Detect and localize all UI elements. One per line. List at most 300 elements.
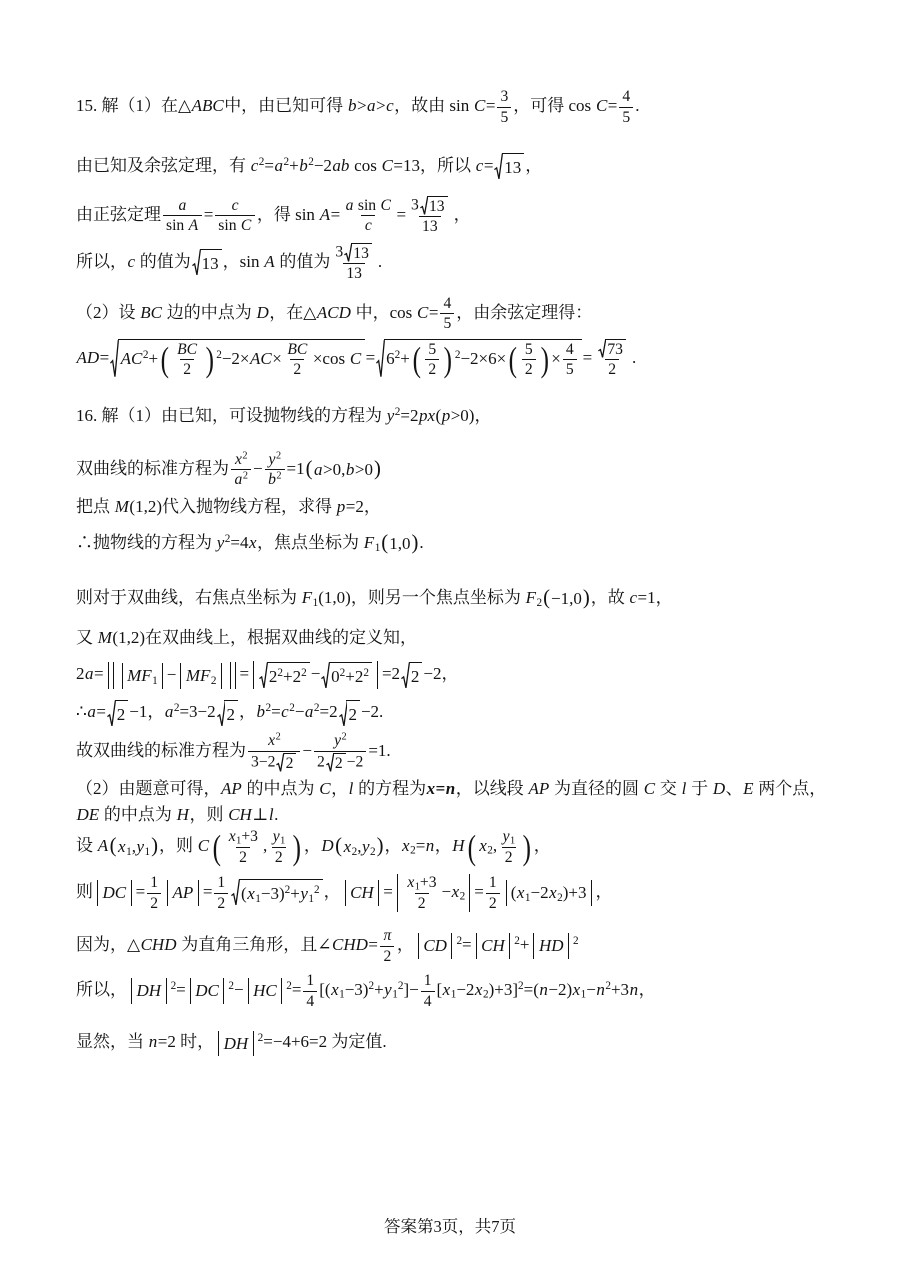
m-sub: 1 — [414, 881, 420, 893]
m-sup: 2 — [573, 934, 579, 947]
m-var: H — [452, 836, 465, 856]
abs-bar — [190, 978, 191, 1004]
m-sup: 2 — [284, 884, 291, 897]
math-abs-group — [394, 874, 473, 912]
m-grpc — [184, 663, 217, 689]
math-sqrt — [259, 662, 310, 690]
solution-line-19: 因为，△CHD 为直角三角形，且∠CHD= $\frac{\pi}{2}$ ， CD $^2$= CH $^2$+ HD $^2$ — [76, 927, 579, 965]
m-var: c — [386, 95, 394, 115]
math-abs-group — [164, 880, 202, 906]
math-sqrt — [326, 753, 346, 773]
math-fraction — [214, 874, 228, 912]
m-sup: 2 — [394, 348, 401, 361]
math-sqrt — [217, 700, 238, 728]
m-var: CD — [423, 936, 447, 956]
m-var: y — [268, 450, 276, 468]
math-paren-group — [466, 828, 533, 866]
open-paren: ( — [160, 340, 170, 380]
m-var: DC — [195, 981, 219, 1001]
m-grpc: −1,0 — [550, 589, 582, 609]
math-abs-group — [177, 663, 224, 689]
solution-line-10: ∴抛物线的方程为 $y^2=4x$，焦点坐标为 $F_1$ ( 1,0 ) . — [76, 530, 834, 557]
math-fraction — [231, 451, 251, 489]
m-grpc — [519, 341, 539, 379]
m-var: DH — [223, 1033, 249, 1053]
m-sub: 1 — [524, 892, 531, 905]
m-grpc: $\frac{x_1+3}{2}$ $-x_2$ — [401, 874, 466, 912]
m-var: π — [383, 927, 392, 945]
m-grpc: $(x_1-2x_2)+3$ — [510, 883, 587, 905]
m-radicand: 13 — [200, 249, 222, 277]
solution-line-14: ∴a= 2 −1，$a^2=3-2$ 2 ，$b^2=c^2-a^2=2$ 2 −2. — [76, 699, 834, 727]
open-paren: ( — [508, 340, 518, 380]
m-sub: 2 — [557, 892, 563, 905]
abs-bar — [122, 663, 123, 689]
m-num — [265, 732, 284, 751]
m-var: C — [643, 779, 656, 799]
abs-bar — [451, 933, 452, 959]
m-var: x — [343, 837, 352, 857]
m-var: x — [474, 980, 483, 1000]
math-abs-group — [215, 1031, 257, 1057]
m-var: b — [268, 471, 276, 489]
m-var: A — [188, 217, 199, 235]
math-fraction — [265, 451, 285, 489]
m-var: l — [681, 779, 687, 799]
m-sup: 2 — [283, 155, 290, 168]
math-sqrt — [339, 700, 360, 728]
abs-bar — [509, 933, 510, 959]
m-radicand: 73 — [605, 339, 626, 359]
math-sqrt — [231, 879, 322, 907]
m-var: CH — [481, 936, 505, 956]
m-den: 2 — [180, 359, 194, 379]
m-sup: 2 — [394, 405, 401, 418]
m-var: a — [345, 196, 354, 214]
m-radicand: 2 — [115, 700, 129, 728]
m-var: y — [384, 980, 392, 1000]
m-var: px — [419, 406, 436, 425]
m-var: A — [97, 836, 109, 856]
m-num — [175, 197, 190, 216]
m-var: n — [596, 980, 605, 1000]
math-fraction — [425, 341, 439, 379]
m-sub: 2 — [487, 844, 493, 857]
m-den: 2 — [214, 893, 228, 913]
math-fraction — [522, 341, 536, 379]
solution-line-4: 所以，c 的值为 13 ，sin A 的值为 3 13 13 . — [76, 243, 383, 283]
close-paren: ) — [582, 587, 590, 610]
m-var: c — [629, 587, 638, 607]
m-den: 2 — [415, 893, 429, 913]
m-var: C — [380, 196, 391, 214]
m-var: y — [334, 732, 342, 750]
m-grpc — [422, 341, 442, 379]
m-num — [269, 828, 288, 847]
m-radicand: 2 — [224, 700, 238, 728]
m-var: n — [445, 779, 456, 799]
m-den: 13 — [343, 263, 365, 283]
math-fraction — [225, 828, 261, 866]
abs-bar — [253, 1031, 254, 1057]
m-grpc — [480, 933, 507, 959]
m-sub: 1 — [152, 675, 158, 688]
m-den — [231, 469, 251, 489]
solution-line-2: 由已知及余弦定理，有 $c^2=a^2+b^2-2ab$ cos C=13，所以 c= 13 ， — [76, 153, 834, 181]
m-var: x — [516, 883, 525, 903]
m-var: x — [442, 980, 451, 1000]
solution-line-6: AD= $AC^2+$ ( $\frac{BC}{2}$ ) $^2$−2×AC× $\frac{BC}{2}$ ×cos C = $6^2+$ ( $\frac{5}{2}$ ) $^2$−2×6× ( $\frac{5}{2}$ ) × $\frac{4}{5}$ = $\frac{73}{2}$ . — [76, 340, 637, 380]
m-grpc — [101, 880, 128, 906]
solution-line-5: （2）设 BC 边的中点为 D，在△ACD 中，cos C= $\frac{4}{5}$ ，由余弦定理得： — [76, 294, 593, 333]
m-var: n — [539, 980, 548, 1000]
solution-line-13: 2a= $MF_1$ − $MF_2$ = $2^2+2^2$ − $0^2+2^2$ =2 2 −2， — [76, 661, 834, 689]
m-radicand: 2 — [333, 753, 346, 773]
math-paren-group — [507, 341, 550, 379]
m-var: a — [367, 95, 376, 115]
m-sup: 2 — [339, 666, 346, 679]
solution-line-17: 设 A ( $x_1,y_1$ ) ，则 C ( $\frac{x_1+3}{2}$ , $\frac{y_1}{2}$ ) ，D ( $x_2,y_2$ ) ，$x_2=n$，H ( $x_2$, $\frac{y_1}{2}$ ) ， — [76, 827, 551, 867]
m-den: 2 — [486, 893, 500, 913]
m-sup: 2 — [313, 884, 320, 897]
math-abs-group — [503, 880, 595, 906]
math-fraction — [440, 295, 454, 333]
m-var: DC — [102, 883, 127, 903]
m-var: a — [314, 459, 323, 479]
m-var: C — [474, 95, 486, 115]
abs-bar — [162, 663, 163, 689]
m-num: $x_1+3$ — [228, 828, 258, 847]
math-paren-group — [543, 586, 590, 612]
m-sub: 2 — [210, 675, 217, 688]
norm-bar — [230, 662, 236, 689]
math-fraction — [404, 874, 440, 912]
m-var: y — [502, 828, 510, 846]
m-radicand: $(x_1-3)^2+y_1^2$ — [239, 879, 323, 907]
m-sup: 2 — [142, 348, 149, 361]
m-num: a sin C — [345, 196, 391, 214]
page-footer — [0, 1213, 900, 1237]
m-num: 4 — [622, 88, 631, 105]
m-var: b — [345, 459, 355, 479]
m-num — [331, 732, 350, 751]
m-num — [231, 451, 250, 470]
abs-bar — [345, 880, 346, 906]
abs-bar — [476, 933, 477, 959]
m-var: C — [349, 348, 362, 368]
close-paren: ) — [522, 827, 532, 867]
close-paren: ) — [292, 827, 302, 867]
math-abs-group — [128, 978, 170, 1004]
m-var: b — [256, 702, 265, 722]
m-num — [174, 341, 201, 360]
m-var: DE — [76, 804, 100, 824]
m-num: $x_1+3$ — [407, 874, 437, 893]
m-var: y — [361, 837, 370, 857]
abs-bar — [253, 661, 254, 689]
m-var: BC — [287, 340, 308, 358]
m-var: C — [319, 779, 331, 799]
math-paren-group — [159, 341, 215, 379]
m-var: n — [148, 1032, 158, 1052]
abs-bar — [97, 880, 98, 906]
solution-text — [76, 88, 834, 1056]
math-norm-group — [105, 662, 239, 689]
m-var: CH — [350, 883, 374, 903]
math-fraction — [314, 732, 366, 772]
m-grpc — [126, 663, 159, 689]
m-var: F — [363, 533, 375, 553]
m-var: x — [268, 732, 276, 750]
m-var: A — [264, 251, 275, 271]
abs-bar — [506, 880, 507, 906]
m-num: 5 — [524, 340, 533, 358]
norm-bar — [108, 662, 114, 689]
solution-line-12: 又 M(1,2)在双曲线上，根据双曲线的定义知， — [76, 627, 417, 647]
m-sup: 2 — [216, 348, 222, 361]
m-den: 2 2 −2 — [314, 751, 366, 773]
math-sqrt — [376, 339, 581, 379]
solution-line-21: 显然，当 n=2 时， DH $^2$=−4+6=2 为定值. — [76, 1029, 834, 1056]
m-num: 3 13 — [408, 196, 452, 217]
math-fraction — [215, 197, 255, 235]
m-radicand: 2 — [284, 753, 297, 773]
m-sup: 2 — [341, 731, 347, 743]
m-sub: 1 — [339, 988, 345, 1001]
m-sup: 2 — [242, 449, 248, 461]
m-sub: 1 — [280, 835, 286, 847]
m-sub: 1 — [450, 988, 457, 1001]
m-sub: 1 — [510, 835, 516, 847]
m-grpc — [222, 1031, 250, 1057]
abs-bar — [218, 1031, 219, 1057]
m-var: a — [85, 664, 94, 684]
m-var: C — [381, 156, 393, 176]
m-var: AP — [172, 883, 194, 903]
m-var: D — [712, 779, 726, 799]
m-sup: 2 — [275, 449, 282, 461]
m-sup: 2 — [454, 348, 461, 361]
m-var: x — [549, 883, 557, 903]
m-radicand: $0^2+2^2$ — [329, 662, 372, 690]
math-fraction — [284, 341, 311, 379]
m-var: a — [274, 156, 283, 176]
m-sup: 2 — [518, 979, 524, 992]
m-var: x — [572, 980, 581, 1000]
m-var: E — [743, 779, 754, 799]
m-var: y — [136, 837, 144, 857]
open-paren: ( — [467, 827, 477, 867]
m-var: C — [417, 302, 429, 322]
m-sub: 1 — [580, 988, 587, 1001]
math-fraction — [594, 339, 630, 379]
m-var: c — [364, 217, 372, 235]
m-var: c — [127, 251, 136, 271]
m-den: 3−2 2 — [248, 751, 300, 773]
m-den: 2 — [147, 893, 161, 913]
abs-bar — [131, 880, 132, 906]
m-sup: 2 — [170, 979, 177, 992]
m-sub: 2 — [370, 846, 376, 859]
m-var: F — [525, 587, 536, 607]
m-sub: 2 — [482, 988, 489, 1001]
m-den: 2 — [380, 946, 394, 966]
m-sub: 1 — [392, 988, 398, 1001]
open-paren: ( — [305, 457, 313, 480]
math-fraction — [174, 341, 201, 379]
m-var: x — [234, 450, 242, 468]
m-var: c — [475, 156, 484, 176]
math-abs-group — [119, 663, 166, 689]
m-num: 4 — [565, 340, 574, 358]
m-var: C — [240, 217, 252, 235]
abs-bar — [533, 933, 534, 959]
m-var: DH — [136, 981, 162, 1001]
m-sup: 2 — [257, 1032, 264, 1045]
m-sup: 2 — [275, 731, 281, 743]
m-sub: 1 — [236, 835, 242, 847]
math-abs-group — [473, 933, 514, 959]
m-sup: 2 — [286, 979, 292, 992]
m-grpc — [537, 933, 565, 959]
m-var: x — [479, 836, 487, 856]
m-sup: 2 — [456, 934, 463, 947]
open-paren: ( — [543, 587, 550, 610]
solution-line-20: 所以， DH $^2$= DC $^2$− HC $^2$= $\frac{1}{4}$ $[(x_1-3)^2+y_1^2]-$ $\frac{1}{4}$ $[x_1-2x_2)+3]^2=(n-2)x_1-n^2+3n$， — [76, 972, 656, 1010]
m-den: sin C — [215, 215, 255, 235]
m-den — [361, 215, 375, 235]
m-grpc: $x_2$, $\frac{y_1}{2}$ — [478, 828, 522, 866]
m-sup: 2 — [605, 979, 611, 992]
m-var: ACD — [316, 302, 351, 322]
close-paren: ) — [411, 532, 419, 555]
abs-bar — [591, 880, 592, 906]
m-grpc — [422, 933, 449, 959]
m-var: a — [87, 702, 96, 722]
m-den: 4 — [421, 991, 435, 1011]
m-var: CHD — [140, 935, 177, 955]
m-sub: 1 — [144, 846, 151, 859]
math-sqrt — [321, 662, 372, 690]
m-sup: 2 — [368, 979, 375, 992]
m-var: a — [304, 702, 314, 722]
abs-bar — [418, 933, 419, 959]
math-fraction — [248, 732, 300, 772]
math-paren-group — [211, 828, 303, 866]
m-radicand: $6^2+$ ( $\frac{5}{2}$ ) $^2$−2×6× ( $\frac{5}{2}$ ) × $\frac{4}{5}$ — [384, 339, 582, 379]
m-radicand: 13 — [351, 243, 372, 263]
m-sup: 2 — [276, 470, 282, 482]
close-paren: ) — [540, 340, 549, 380]
page-number-text: 答案第3页，共7页 — [384, 1217, 516, 1236]
m-var: l — [348, 779, 354, 799]
math-abs-group — [94, 880, 135, 906]
math-abs-group — [187, 978, 228, 1004]
m-num: 1 — [217, 874, 226, 892]
m-num: 3 — [500, 88, 509, 105]
m-var: n — [425, 836, 435, 856]
m-var: y — [386, 406, 395, 425]
open-paren: ( — [335, 835, 343, 858]
m-radicand: $2^2+2^2$ — [267, 662, 310, 690]
m-var: x — [407, 874, 415, 892]
solution-line-9: 把点 M(1,2)代入抛物线方程，求得 p=2， — [76, 496, 381, 516]
m-sub: 2 — [459, 890, 466, 903]
m-num — [499, 828, 518, 847]
math-abs-group — [530, 933, 572, 959]
m-grpc — [194, 978, 221, 1004]
solution-line-16: （2）由题意可得，AP 的中点为 C，l 的方程为x=n，以线段 AP 为直径的圆 C 交 l 于 D、E 两个点，DE 的中点为 H，则 CH⊥l. — [76, 779, 827, 824]
m-var: x — [118, 837, 126, 857]
m-grpc — [252, 978, 279, 1004]
solution-line-1: 15. 解（1）在△ABC中，由已知可得 b>a>c，故由 sin C= $\frac{3}{5}$ ，可得 cos C= $\frac{4}{5}$ . — [76, 88, 640, 126]
m-var: C — [595, 95, 608, 115]
m-var: p — [441, 406, 451, 425]
m-den — [265, 469, 285, 489]
m-sub: 2 — [536, 596, 543, 609]
m-var: ABC — [191, 95, 224, 115]
m-var: A — [319, 204, 331, 224]
abs-bar — [166, 978, 167, 1004]
m-sub: 1 — [374, 541, 381, 554]
abs-bar — [469, 874, 470, 912]
m-den: 2 — [605, 359, 619, 379]
m-sup: 2 — [308, 155, 314, 168]
abs-bar — [248, 978, 249, 1004]
math-paren-group — [335, 834, 383, 860]
m-sup: 2 — [397, 979, 404, 992]
math-paren-group — [110, 834, 158, 860]
math-abs-group — [245, 978, 286, 1004]
open-paren: ( — [109, 835, 117, 858]
m-sup: 2 — [289, 702, 295, 715]
m-var: y — [272, 828, 280, 846]
m-num — [380, 927, 395, 946]
m-sup: 2 — [363, 666, 369, 679]
m-num: 5 — [428, 340, 437, 358]
m-den: 2 — [502, 847, 516, 867]
math-fraction — [303, 972, 317, 1010]
m-sub: 2 — [351, 846, 358, 859]
abs-bar — [180, 663, 181, 689]
math-paren-group — [306, 457, 381, 483]
math-fraction — [619, 88, 633, 126]
m-num: 4 — [443, 294, 452, 312]
m-num: 1 — [150, 874, 159, 892]
m-var: c — [250, 156, 259, 176]
math-fraction — [421, 972, 435, 1010]
m-grpc: $x_2,y_2$ — [343, 837, 376, 859]
abs-bar — [167, 880, 168, 906]
m-den: sin A — [163, 215, 202, 235]
m-sup: 2 — [173, 702, 180, 715]
math-paren-group — [411, 341, 454, 379]
m-sup: 2 — [258, 155, 265, 168]
abs-bar — [281, 978, 282, 1004]
math-fraction — [408, 196, 452, 236]
m-var: l — [268, 804, 274, 824]
m-var: AP — [221, 779, 242, 799]
m-var: a — [234, 471, 243, 489]
math-abs-group — [342, 880, 383, 906]
m-var: CHD — [331, 935, 368, 955]
m-var: p — [336, 496, 346, 516]
m-var: x — [228, 828, 236, 846]
m-var: H — [176, 804, 189, 824]
m-sup: 2 — [514, 934, 520, 947]
math-sqrt — [344, 243, 372, 263]
m-var: BC — [140, 302, 162, 322]
